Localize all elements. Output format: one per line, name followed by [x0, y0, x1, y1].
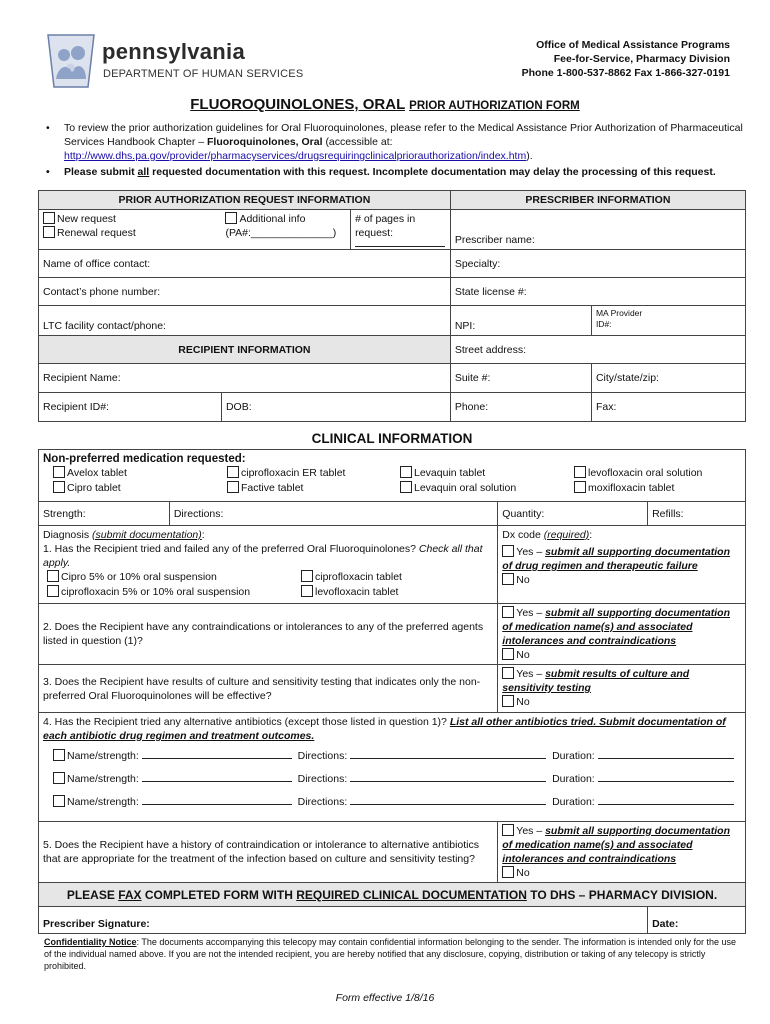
- q4-antibiotic-row[interactable]: [53, 772, 743, 786]
- office-line-3: Phone 1-800-537-8862 Fax 1-866-327-0191: [521, 67, 730, 79]
- q3-no-checkbox[interactable]: [502, 695, 514, 707]
- q2-no-checkbox[interactable]: [502, 648, 514, 660]
- q2-yes-label: Yes –: [516, 607, 543, 619]
- pages-input[interactable]: [355, 246, 445, 247]
- q1-checkbox[interactable]: [47, 585, 59, 597]
- phone-field[interactable]: Phone:: [450, 393, 591, 422]
- med-option-factive[interactable]: [227, 481, 303, 495]
- dx-code-field[interactable]: Dx code (required):: [502, 529, 593, 541]
- bullet-2-all: all: [137, 166, 150, 178]
- med-checkbox[interactable]: [574, 481, 586, 493]
- office-line-2: Fee-for-Service, Pharmacy Division: [553, 53, 730, 65]
- additional-info-label: Additional info: [239, 213, 306, 225]
- med-checkbox[interactable]: [574, 466, 586, 478]
- dx-note: (required): [543, 529, 590, 541]
- recipient-heading: RECIPIENT INFORMATION: [39, 336, 451, 364]
- question-2: 2. Does the Recipient have any contraindications or intolerances to any of the preferred agents listed in question (1)?: [39, 604, 498, 665]
- med-label: ciprofloxacin ER tablet: [241, 467, 346, 479]
- q5-yes-checkbox[interactable]: [502, 824, 514, 836]
- pa-request-heading: PRIOR AUTHORIZATION REQUEST INFORMATION: [39, 191, 451, 210]
- q4-dur-label: Duration:: [552, 773, 595, 785]
- renewal-request-label: Renewal request: [57, 227, 136, 239]
- q5-yes-option[interactable]: [502, 824, 741, 866]
- q5-no-checkbox[interactable]: [502, 866, 514, 878]
- med-option-cipro[interactable]: [53, 481, 121, 495]
- q4-text: 4. Has the Recipient tried any alternative antibiotics (except those listed in question 1)?: [43, 716, 447, 728]
- nonpref-label: Non-preferred medication requested:: [43, 453, 246, 465]
- additional-info-checkbox[interactable]: [225, 212, 237, 224]
- question-1: [43, 542, 493, 570]
- med-checkbox[interactable]: [53, 466, 65, 478]
- title-sub: PRIOR AUTHORIZATION FORM: [409, 100, 580, 112]
- q1-option[interactable]: [301, 570, 402, 584]
- q1-yes-checkbox[interactable]: [502, 545, 514, 557]
- ma-provider-label: MA Provider: [595, 308, 643, 318]
- q1-no-label: No: [516, 574, 530, 586]
- street-field[interactable]: Street address:: [450, 336, 745, 364]
- q1-yes-label: Yes –: [516, 546, 543, 558]
- clinical-heading: CLINICAL INFORMATION: [311, 431, 473, 446]
- med-label: Avelox tablet: [67, 467, 127, 479]
- directions-field[interactable]: Directions:: [169, 502, 497, 526]
- title-main: FLUOROQUINOLONES, ORAL: [190, 96, 405, 113]
- q4-dur-label: Duration:: [552, 796, 595, 808]
- q5-no-label: No: [516, 867, 530, 879]
- bullet-2-post: requested documentation with this request. Incomplete documentation may delay the processing of this request.: [152, 166, 716, 178]
- q4-name-label: Name/strength:: [67, 796, 139, 808]
- q3-yes-note: submit results of culture and sensitivity testing: [502, 668, 690, 694]
- q1-checkbox[interactable]: [47, 570, 59, 582]
- med-checkbox[interactable]: [400, 481, 412, 493]
- q4-note: List all other antibiotics tried. Submit documentation of each antibiotic drug regimen and treatment outcomes.: [43, 716, 726, 742]
- ma-id-label: ID#:: [595, 319, 612, 329]
- prescriber-name-label: Prescriber name:: [454, 234, 535, 246]
- guidelines-link[interactable]: http://www.dhs.pa.gov/provider/pharmacyservices/drugsrequiringclinicalpriorauthorization/index.htm: [64, 150, 527, 162]
- ma-provider-field[interactable]: [591, 306, 745, 336]
- q3-yes-label: Yes –: [516, 668, 543, 680]
- renewal-request-option[interactable]: [43, 226, 217, 240]
- pa-number-field[interactable]: (PA#:______________): [225, 227, 337, 239]
- med-label: Cipro tablet: [67, 482, 121, 494]
- dhs-logo: [44, 33, 304, 89]
- fax-banner-req: REQUIRED CLINICAL DOCUMENTATION: [296, 887, 527, 902]
- dx-code-label: Dx code: [502, 529, 541, 541]
- med-label: Factive tablet: [241, 482, 304, 494]
- q5-yes-label: Yes –: [516, 825, 543, 837]
- office-contact-field[interactable]: Name of office contact:: [39, 250, 451, 278]
- med-checkbox[interactable]: [227, 466, 239, 478]
- q1-yes-option[interactable]: [502, 545, 741, 573]
- fax-banner-fax: FAX: [118, 887, 142, 902]
- q1-option-label: levofloxacin tablet: [315, 586, 399, 598]
- q1-option-label: Cipro 5% or 10% oral suspension: [61, 571, 217, 583]
- med-label: moxifloxacin tablet: [588, 482, 675, 494]
- recipient-name-field[interactable]: Recipient Name:: [39, 364, 451, 393]
- office-info: [522, 38, 730, 80]
- bullet-1-text: To review the prior authorization guidelines for Oral Fluoroquinolones, please refer to the Medical Assistance Prior Authorization of Pharmaceutical Services Handbook Chapter –: [64, 122, 743, 148]
- q4-name-label: Name/strength:: [67, 773, 139, 785]
- instruction-bullet-2: • Please submit all requested documentation with this request. Incomplete documentation may delay the processing of this request.: [46, 166, 716, 178]
- q1-no-checkbox[interactable]: [502, 573, 514, 585]
- q4-dir-label: Directions:: [297, 796, 348, 808]
- q4-antibiotic-row[interactable]: [53, 795, 743, 809]
- request-info-table: [38, 190, 746, 422]
- clinical-table: [38, 449, 746, 934]
- bullet-2-pre: Please submit: [64, 166, 135, 178]
- q1-option-label: ciprofloxacin tablet: [315, 571, 402, 583]
- med-label: Levaquin oral solution: [414, 482, 517, 494]
- q5-yes-note: submit all supporting documentation of medication name(s) and associated intolerances and contraindications: [502, 825, 731, 865]
- med-label: levofloxacin oral solution: [588, 467, 703, 479]
- q4-dir-label: Directions:: [297, 750, 348, 762]
- q4-dur-label: Duration:: [552, 750, 595, 762]
- q5-no-option[interactable]: [502, 866, 741, 880]
- q4-checkbox[interactable]: [53, 772, 65, 784]
- q1-checkbox[interactable]: [301, 585, 313, 597]
- q3-no-option[interactable]: [502, 695, 741, 709]
- state-license-field[interactable]: State license #:: [450, 278, 745, 306]
- q4-antibiotic-row[interactable]: [53, 749, 743, 763]
- q1-yes-note: submit all supporting documentation of drug regimen and therapeutic failure: [502, 546, 731, 572]
- logo-department: DEPARTMENT OF HUMAN SERVICES: [103, 68, 304, 80]
- npi-field[interactable]: [450, 306, 591, 336]
- ltc-contact-field[interactable]: LTC facility contact/phone:: [39, 306, 451, 336]
- npi-label: NPI:: [454, 320, 476, 332]
- q3-no-label: No: [516, 696, 530, 708]
- pages-label: # of pages in request:: [355, 213, 416, 239]
- q2-no-option[interactable]: [502, 648, 741, 662]
- med-option-levofloxacin-solution[interactable]: [574, 466, 702, 480]
- q3-yes-checkbox[interactable]: [502, 667, 514, 679]
- specialty-field[interactable]: Specialty:: [450, 250, 745, 278]
- diagnosis-field[interactable]: Diagnosis (submit documentation):: [43, 529, 205, 541]
- q1-text: 1. Has the Recipient tried and failed any of the preferred Oral Fluoroquinolones?: [43, 543, 416, 555]
- confidentiality-notice: [44, 936, 744, 972]
- dob-field[interactable]: DOB:: [221, 393, 450, 422]
- q1-option[interactable]: [301, 585, 398, 599]
- q4-dir-label: Directions:: [297, 773, 348, 785]
- new-request-label: New request: [57, 213, 116, 225]
- new-request-option[interactable]: [43, 212, 217, 226]
- med-checkbox[interactable]: [400, 466, 412, 478]
- q4-checkbox[interactable]: [53, 795, 65, 807]
- diagnosis-note: (submit documentation): [92, 529, 202, 541]
- date-field[interactable]: Date:: [648, 907, 746, 934]
- q2-no-label: No: [516, 649, 530, 661]
- diagnosis-label: Diagnosis: [43, 529, 90, 541]
- med-option-levaquin[interactable]: [400, 466, 485, 480]
- fax-banner-text: PLEASE: [66, 887, 115, 902]
- suite-field[interactable]: Suite #:: [450, 364, 591, 393]
- q4-checkbox[interactable]: [53, 749, 65, 761]
- med-option-moxifloxacin[interactable]: [574, 481, 674, 495]
- office-line-1: Office of Medical Assistance Programs: [536, 39, 730, 51]
- prescriber-heading: PRESCRIBER INFORMATION: [450, 191, 745, 210]
- question-3: 3. Does the Recipient have results of culture and sensitivity testing that indicates only the non-preferred Oral Fluoroquinolones will be effective?: [39, 665, 498, 713]
- confidentiality-text: : The documents accompanying this telecopy may contain confidential information belonging to the sender. The information is intended only for the use of the individual named above. If you are not the intended recipient, you are hereby notified that any disclosure, copying, distribution or taking of any telecopy is strictly prohibited.: [44, 937, 737, 971]
- question-5: 5. Does the Recipient have a history of contraindication or intolerance to alternative antibiotics that are appropriate for the treatment of the infection based on culture and sensitivity testing?: [39, 822, 498, 883]
- med-option-levaquin-solution[interactable]: [400, 481, 516, 495]
- logo-state: pennsylvania: [102, 39, 245, 64]
- bullet-1-end: ).: [526, 150, 533, 162]
- strength-field[interactable]: Strength:: [39, 502, 170, 526]
- contact-phone-field[interactable]: Contact’s phone number:: [39, 278, 451, 306]
- new-request-checkbox[interactable]: [43, 212, 55, 224]
- confidentiality-label: Confidentiality Notice: [44, 937, 137, 947]
- fax-banner-text: COMPLETED FORM WITH: [144, 887, 293, 902]
- bullet-1-bold: Fluoroquinolones, Oral: [207, 136, 323, 148]
- med-option-avelox[interactable]: [53, 466, 127, 480]
- q2-yes-checkbox[interactable]: [502, 606, 514, 618]
- med-label: Levaquin tablet: [414, 467, 486, 479]
- bullet-1-after: (accessible at:: [325, 136, 393, 148]
- q1-no-option[interactable]: [502, 573, 741, 587]
- refills-field[interactable]: Refills:: [648, 502, 746, 526]
- q2-yes-note: submit all supporting documentation of medication name(s) and associated intolerances and contraindications: [502, 607, 731, 647]
- q1-checkbox[interactable]: [301, 570, 313, 582]
- q3-yes-option[interactable]: [502, 667, 741, 695]
- q4-name-label: Name/strength:: [67, 750, 139, 762]
- form-title: [0, 96, 770, 113]
- fax-banner: [39, 883, 746, 907]
- question-4: [43, 715, 741, 743]
- fax-banner-text: TO DHS – PHARMACY DIVISION.: [530, 887, 718, 902]
- med-checkbox[interactable]: [53, 481, 65, 493]
- city-field[interactable]: City/state/zip:: [591, 364, 745, 393]
- quantity-field[interactable]: Quantity:: [498, 502, 648, 526]
- instruction-bullet-1: • To review the prior authorization guidelines for Oral Fluoroquinolones, please refer to the Medical Assistance Prior Authorization of Pharmaceutical Services Handbook Chapter – Fluoroquinolones, Oral (accessible at: http://www.dhs.pa.gov/provider/pharmacyservices/drugsrequiringclinicalpriorauthorization/index.htm).: [46, 122, 743, 162]
- med-option-cipro-er[interactable]: [227, 466, 345, 480]
- fax-field[interactable]: Fax:: [591, 393, 745, 422]
- q1-option[interactable]: [47, 570, 217, 584]
- renewal-request-checkbox[interactable]: [43, 226, 55, 238]
- additional-info-option[interactable]: [225, 212, 346, 226]
- signature-field[interactable]: Prescriber Signature:: [39, 907, 648, 934]
- q2-yes-option[interactable]: [502, 606, 741, 648]
- q1-option[interactable]: [47, 585, 250, 599]
- med-checkbox[interactable]: [227, 481, 239, 493]
- q1-option-label: ciprofloxacin 5% or 10% oral suspension: [61, 586, 251, 598]
- q1-note: Check all that apply.: [43, 543, 483, 569]
- form-effective-date: Form effective 1/8/16: [335, 992, 435, 1004]
- recipient-id-field[interactable]: Recipient ID#:: [39, 393, 222, 422]
- keystone-logo-icon: [44, 33, 98, 89]
